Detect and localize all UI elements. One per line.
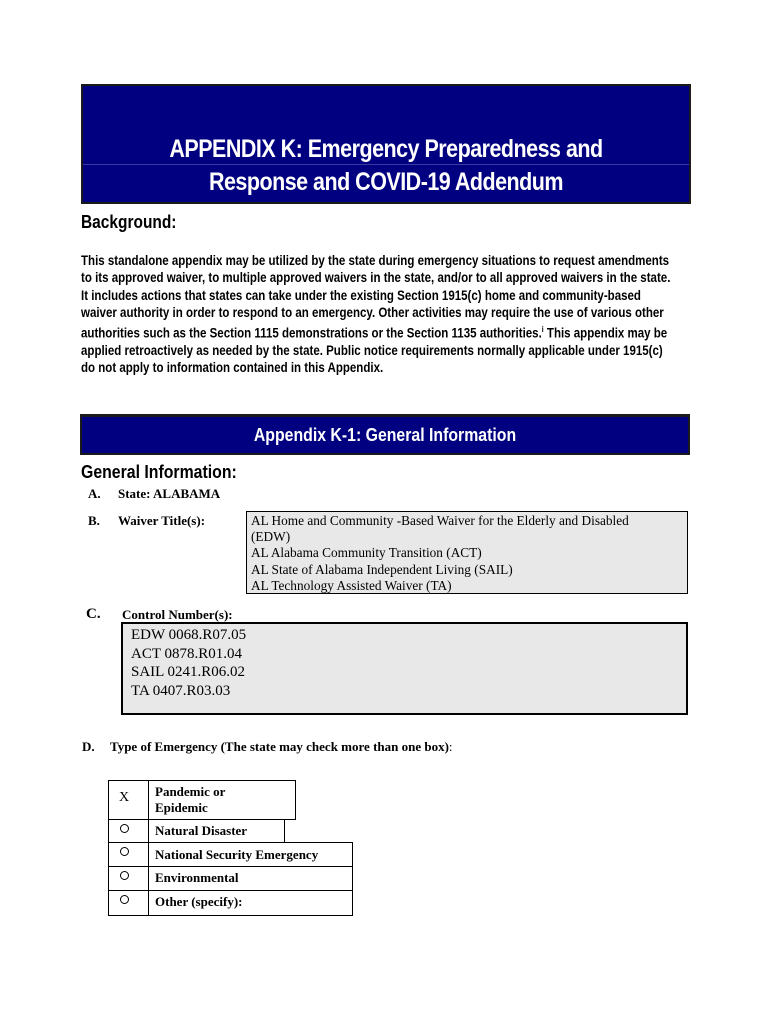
section-banner-title: Appendix K-1: General Information — [253, 425, 517, 445]
emergency-type-label-text: Type of Emergency (The state may check more than one box) — [110, 739, 449, 754]
footnote-marker[interactable]: i — [541, 325, 544, 335]
waiver-title-line: AL Alabama Community Transition (ACT) — [251, 545, 482, 561]
control-number-field[interactable] — [121, 622, 688, 715]
emergency-option-other — [148, 890, 353, 916]
waiver-title-line: AL Home and Community -Based Waiver for the Elderly and Disabled — [251, 513, 629, 528]
background-heading: Background: — [81, 212, 177, 232]
radio-circle-icon — [120, 871, 129, 880]
emergency-option-label-line1: Pandemic or — [155, 784, 226, 799]
waiver-title-line: AL State of Alabama Independent Living (SAIL) — [251, 561, 513, 577]
radio-circle-icon — [120, 824, 129, 833]
emergency-type-label-colon: : — [448, 739, 453, 754]
item-d-letter: D. — [82, 739, 95, 754]
emergency-option-label: Other (specify): — [155, 894, 243, 909]
emergency-option-label — [155, 784, 225, 816]
control-number-line: ACT 0878.R01.04 — [131, 645, 242, 662]
emergency-option-natural-disaster — [148, 819, 285, 843]
control-number-line: TA 0407.R03.03 — [131, 682, 231, 699]
emergency-option-label: National Security Emergency — [155, 847, 319, 862]
emergency-checkbox-pandemic[interactable] — [108, 780, 149, 820]
emergency-checkbox-environmental[interactable] — [108, 866, 149, 891]
page-title-line2: Response and COVID-19 Addendum — [208, 168, 564, 196]
control-number-label: Control Number(s): — [122, 607, 233, 622]
waiver-title-field[interactable] — [246, 511, 688, 594]
emergency-type-label — [110, 739, 453, 755]
item-c-letter: C. — [86, 606, 101, 622]
check-mark: X — [119, 790, 130, 805]
waiver-title-label: Waiver Title(s): — [118, 513, 206, 528]
background-text-part2: This appendix may be applied retroactively as needed by the state. Public notice requirements normally applicable under 1915(c) do not apply to information contained in this Appendix. — [81, 325, 668, 376]
background-paragraph — [81, 252, 680, 377]
radio-circle-icon — [120, 847, 129, 856]
page-title — [125, 133, 646, 199]
background-text-part1: This standalone appendix may be utilized by the state during emergency situations to request amendments to its approved waiver, to multiple approved waivers in the state, and/or to all approved waivers in the state. It includes actions that states can take under the existing Section 1915(c) home and community-based waiver authority in order to respond to an emergency. Other activities may require the use of various other authorities such as the Section 1115 demonstrations or the Section 1135 authorities. — [81, 253, 671, 341]
emergency-option-environmental — [148, 866, 353, 891]
control-number-line: EDW 0068.R07.05 — [131, 627, 247, 643]
emergency-option-national-security — [148, 842, 353, 867]
emergency-checkbox-national-security[interactable] — [108, 842, 149, 867]
emergency-checkbox-other[interactable] — [108, 890, 149, 916]
page-title-line1: APPENDIX K: Emergency Preparedness and — [169, 135, 603, 163]
emergency-option-pandemic — [148, 780, 296, 820]
section-banner-k1 — [80, 414, 690, 455]
general-info-heading: General Information: — [81, 462, 237, 482]
title-banner — [81, 84, 691, 204]
emergency-checkbox-natural-disaster[interactable] — [108, 819, 149, 843]
item-b-letter: B. — [88, 513, 100, 528]
radio-circle-icon — [120, 895, 129, 904]
waiver-title-line: (EDW) — [251, 529, 291, 545]
state-label: State: ALABAMA — [118, 486, 221, 501]
emergency-option-label: Environmental — [155, 870, 239, 885]
item-a-letter: A. — [88, 486, 101, 501]
control-number-line: SAIL 0241.R06.02 — [131, 664, 246, 680]
emergency-option-label: Natural Disaster — [155, 823, 248, 838]
waiver-title-line: AL Technology Assisted Waiver (TA) — [251, 577, 452, 593]
emergency-option-label-line2: Epidemic — [155, 800, 208, 815]
